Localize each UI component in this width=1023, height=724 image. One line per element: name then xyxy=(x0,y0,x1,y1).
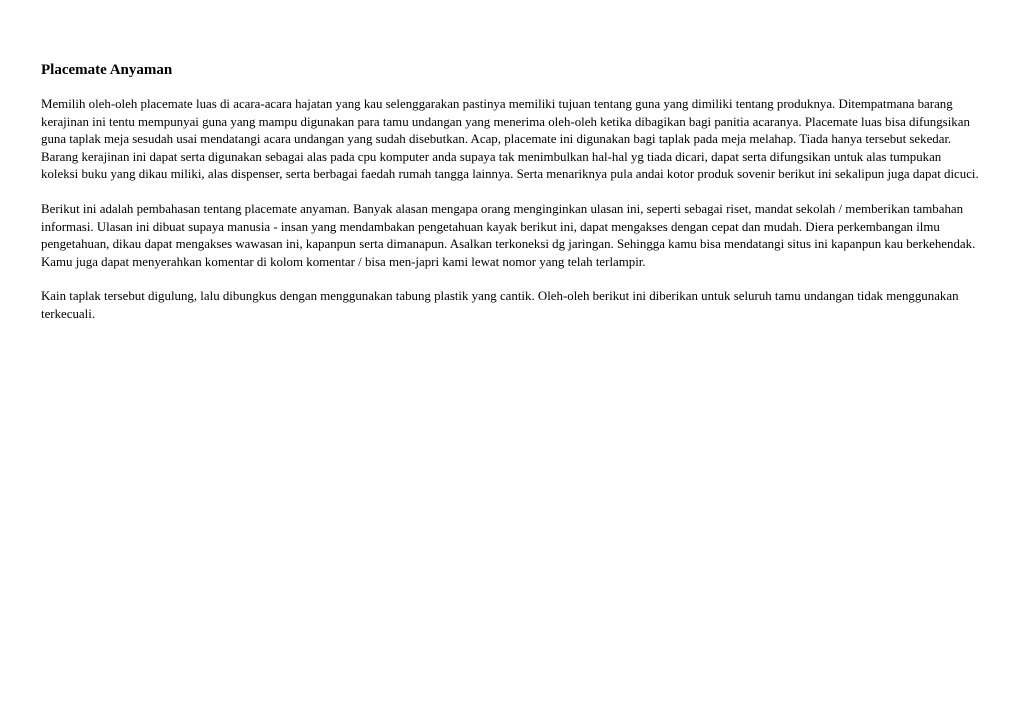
paragraph-3: Kain taplak tersebut digulung, lalu dibungkus dengan menggunakan tabung plastik yang cantik. Oleh-oleh berikut ini diberikan untuk seluruh tamu undangan tidak menggunakan terkecuali. xyxy=(41,289,959,321)
paragraph-1: Memilih oleh-oleh placemate luas di acara-acara hajatan yang kau selenggarakan pastinya memiliki tujuan tentang guna yang dimiliki tentang produknya. Ditempatmana barang kerajinan ini tentu mempunyai guna yang mampu digunakan para tamu undangan yang menerima oleh-oleh ketika dibagikan bagi panitia acaranya. Placemate luas bisa difungsikan guna taplak meja sesudah usai mendatangi acara undangan yang sudah disebutkan. Acap, placemate ini digunakan bagi taplak pada meja melahap. Tiada hanya tersebut sekedar. Barang kerajinan ini dapat serta digunakan sebagai alas pada cpu komputer anda supaya tak menimbulkan hal-hal yg tiada dicari, dapat serta difungsikan untuk alas tumpukan koleksi buku yang dikau miliki, alas dispenser, serta berbagai faedah rumah tangga lainnya. Serta menariknya pula andai kotor produk sovenir berikut ini sekalipun juga dapat dicuci. xyxy=(41,97,979,182)
document-page xyxy=(41,60,981,341)
document-title: Placemate Anyaman xyxy=(41,62,173,78)
paragraph-2: Berikut ini adalah pembahasan tentang placemate anyaman. Banyak alasan mengapa orang menginginkan ulasan ini, seperti sebagai riset, mandat sekolah / memberikan tambahan informasi. Ulasan ini dibuat supaya manusia - insan yang mendambakan pengetahuan kayak berikut ini, dapat mengakses dengan cepat dan mudah. Diera perkembangan ilmu pengetahuan, dikau dapat mengakses wawasan ini, kapanpun serta dimanapun. Asalkan terkoneksi dg jaringan. Sehingga kamu bisa mendatangi situs ini kapanpun kau berkehendak. Kamu juga dapat menyerahkan komentar di kolom komentar / bisa men-japri kami lewat nomor yang telah terlampir. xyxy=(41,201,976,269)
